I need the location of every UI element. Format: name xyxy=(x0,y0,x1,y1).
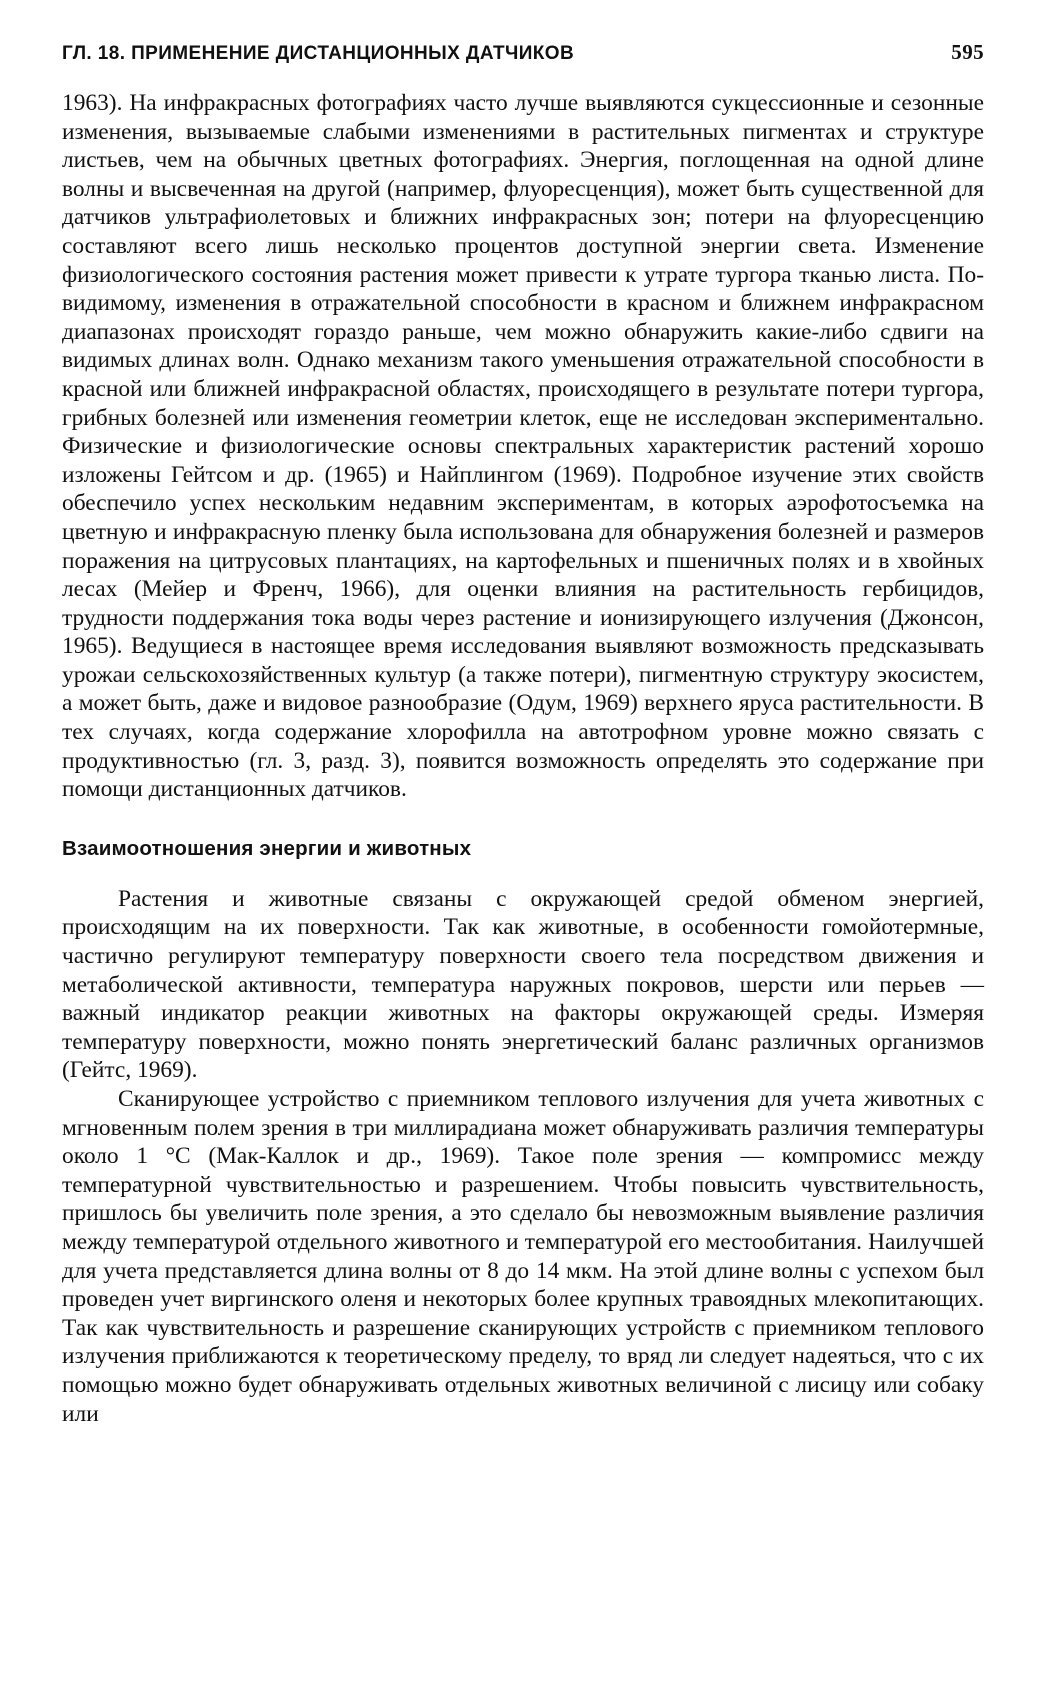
paragraph-continued: 1963). На инфракрасных фотографиях часто лучше выявляются сукцессионные и сезонные изменения, вызываемые слабыми изменениями в растительных пигментах и структуре листьев, чем на обычных цветных фотографиях. Энергия, поглощенная на одной длине волны и высвеченная на другой (например, флуоресценция), может быть существенной для датчиков ультрафиолетовых и ближних инфракрасных зон; потери на флуоресценцию составляют всего лишь несколько процентов доступной энергии света. Изменение физиологического состояния растения может привести к утрате тургора тканью листа. По-видимому, изменения в отражательной способности в красном и ближнем инфракрасном диапазонах происходят гораздо раньше, чем можно обнаружить какие-либо сдвиги на видимых длинах волн. Однако механизм такого уменьшения отражательной способности в красной или ближней инфракрасной областях, происходящего в результате потери тургора, грибных болезней или изменения геометрии клеток, еще не исследован экспериментально. Физические и физиологические основы спектральных характеристик растений хорошо изложены Гейтсом и др. (1965) и Найплингом (1969). Подробное изучение этих свойств обеспечило успех нескольким недавним экспериментам, в которых аэрофотосъемка на цветную и инфракрасную пленку была использована для обнаружения болезней и размеров поражения на цитрусовых плантациях, на картофельных и пшеничных полях и в хвойных лесах (Мейер и Френч, 1966), для оценки влияния на растительность гербицидов, трудности поддержания тока воды через растение и ионизирующего излучения (Джонсон, 1965). Ведущиеся в настоящее время исследования выявляют возможность предсказывать урожаи сельскохозяйственных культур (а также потери), пигментную структуру экосистем, а может быть, даже и видовое разнообразие (Одум, 1969) верхнего яруса растительности. В тех случаях, когда содержание хлорофилла на автотрофном уровне можно связать с продуктивностью (гл. 3, разд. 3), появится возможность определять это содержание при помощи дистанционных датчиков. xyxy=(62,90,984,803)
page-number: 595 xyxy=(951,40,984,64)
book-page xyxy=(62,40,984,1428)
section-heading: Взаимоотношения энергии и животных xyxy=(62,836,472,860)
paragraph-energy-animals: Растения и животные связаны с окружающей средой обменом энергией, происходящим на их поверхности. Так как животные, в особенности гомойотермные, частично регулируют температуру поверхности своего тела посредством движения и метаболической активности, температура наружных покровов, шерсти или перьев — важный индикатор реакции животных на факторы окружающей среды. Измеряя температуру поверхности, можно понять энергетический баланс различных организмов (Гейтс, 1969). xyxy=(62,885,984,1084)
paragraph-thermal-scanner: Сканирующее устройство с приемником теплового излучения для учета животных с мгновенным полем зрения в три миллирадиана может обнаруживать различия температуры около 1 °С (Мак-Каллок и др., 1969). Такое поле зрения — компромисс между температурной чувствительностью и разрешением. Чтобы повысить чувствительность, пришлось бы увеличить поле зрения, а это сделало бы невозможным выявление различия между температурой отдельного животного и температурой его местообитания. Наилучшей для учета представляется длина волны от 8 до 14 мкм. На этой длине волны с успехом был проведен учет виргинского оленя и некоторых более крупных травоядных млекопитающих. Так как чувствительность и разрешение сканирующих устройств с приемником теплового излучения приближаются к теоретическому пределу, то вряд ли следует надеяться, что с их помощью можно будет обнаруживать отдельных животных величиной с лисицу или собаку или xyxy=(62,1086,984,1427)
running-title: ГЛ. 18. ПРИМЕНЕНИЕ ДИСТАНЦИОННЫХ ДАТЧИКОВ xyxy=(62,43,575,64)
running-head xyxy=(62,40,984,65)
